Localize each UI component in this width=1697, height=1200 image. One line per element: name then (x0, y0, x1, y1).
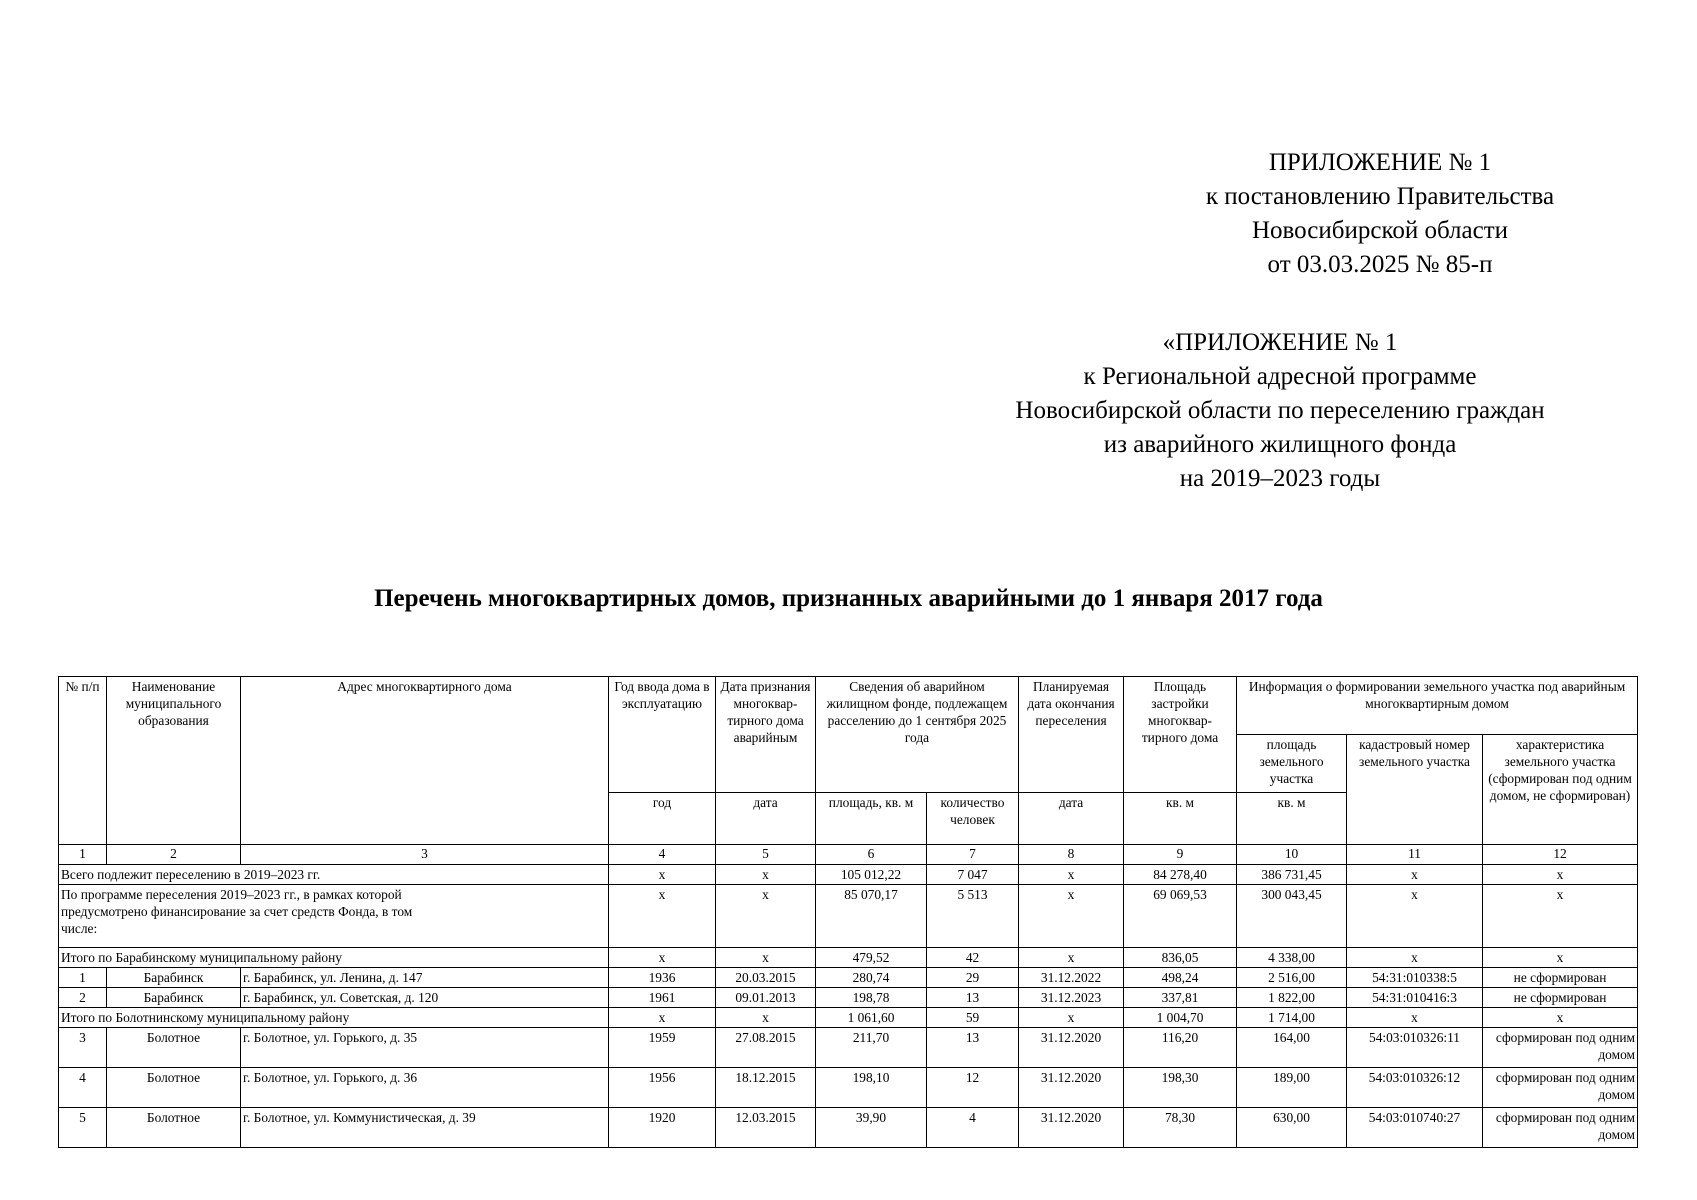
cell-cadastral: 54:03:010740:27 (1347, 1108, 1483, 1148)
cell-address: г. Барабинск, ул. Советская, д. 120 (241, 988, 609, 1008)
col-number: 12 (1483, 845, 1638, 865)
header-address: Адрес многоквартирного дома (241, 677, 609, 845)
table-row (59, 988, 1638, 1008)
cell-municipality: Барабинск (107, 988, 241, 1008)
cell-year: 1920 (609, 1108, 716, 1148)
annex-header-program (960, 326, 1600, 496)
cell-date: 09.01.2013 (716, 988, 816, 1008)
cell-building-area: 836,05 (1124, 948, 1237, 968)
cell-year: 1961 (609, 988, 716, 1008)
district-total-row (59, 1008, 1638, 1028)
cell-people: 29 (927, 968, 1019, 988)
cell-planned: 31.12.2022 (1019, 968, 1124, 988)
annex-program-line3: Новосибирской области по переселению граждан (1015, 397, 1545, 424)
unit-people: количество человек (927, 793, 1019, 845)
header-num: № п/п (59, 677, 107, 845)
col-number: 11 (1347, 845, 1483, 865)
annex-program-line4: из аварийного жилищного фонда (1103, 431, 1457, 458)
unit-planned: дата (1019, 793, 1124, 845)
cell-building-area: 78,30 (1124, 1108, 1237, 1148)
cell-people: 5 513 (927, 885, 1019, 948)
cell-people: 59 (927, 1008, 1019, 1028)
col-number: 7 (927, 845, 1019, 865)
header-date-recognized: Дата признания многоквар-тирного дома аварийным (716, 677, 816, 793)
header-fund-info: Сведения об аварийном жилищном фонде, подлежащем расселению до 1 сентября 2025 года (816, 677, 1019, 793)
cell-land-char: сформирован под одним домом (1483, 1068, 1638, 1108)
cell-area: 105 012,22 (816, 865, 927, 885)
cell-num: 2 (59, 988, 107, 1008)
cell-date: x (716, 948, 816, 968)
unit-land-area: кв. м (1237, 793, 1347, 845)
col-number: 9 (1124, 845, 1237, 865)
cell-land-char: x (1483, 1008, 1638, 1028)
annex-decree-line4: от 03.03.2025 № 85-п (1267, 251, 1493, 278)
cell-land-area: 164,00 (1237, 1028, 1347, 1068)
cell-planned: x (1019, 885, 1124, 948)
cell-planned: 31.12.2020 (1019, 1108, 1124, 1148)
cell-date: x (716, 865, 816, 885)
header-cadastral: кадастровый номер земельного участка (1347, 735, 1483, 845)
table-row (59, 1108, 1638, 1148)
header-planned-date: Планируемая дата окончания переселения (1019, 677, 1124, 793)
annex-decree-line1: ПРИЛОЖЕНИЕ № 1 (1268, 149, 1492, 176)
cell-date: 12.03.2015 (716, 1108, 816, 1148)
cell-cadastral: 54:31:010338:5 (1347, 968, 1483, 988)
cell-land-char: не сформирован (1483, 968, 1638, 988)
col-number: 4 (609, 845, 716, 865)
cell-planned: 31.12.2020 (1019, 1068, 1124, 1108)
cell-land-char: x (1483, 948, 1638, 968)
header-year: Год ввода дома в эксплуатацию (609, 677, 716, 793)
col-number: 6 (816, 845, 927, 865)
cell-area: 85 070,17 (816, 885, 927, 948)
cell-cadastral: x (1347, 948, 1483, 968)
cell-year: x (609, 865, 716, 885)
cell-cadastral: x (1347, 885, 1483, 948)
cell-area: 198,10 (816, 1068, 927, 1108)
cell-date: 27.08.2015 (716, 1028, 816, 1068)
annex-decree-line2: к постановлению Правительства (1205, 183, 1555, 210)
cell-planned: 31.12.2023 (1019, 988, 1124, 1008)
cell-num: 5 (59, 1108, 107, 1148)
cell-year: 1959 (609, 1028, 716, 1068)
cell-area: 211,70 (816, 1028, 927, 1068)
unit-area: площадь, кв. м (816, 793, 927, 845)
cell-cadastral: 54:03:010326:12 (1347, 1068, 1483, 1108)
unit-year: год (609, 793, 716, 845)
cell-building-area: 498,24 (1124, 968, 1237, 988)
header-municipality: Наименование муниципального образования (107, 677, 241, 845)
cell-address: г. Болотное, ул. Горького, д. 35 (241, 1028, 609, 1068)
annex-header-decree (1150, 146, 1610, 282)
header-land-info: Информация о формировании земельного участка под аварийным многоквартирным домом (1237, 677, 1638, 735)
cell-area: 479,52 (816, 948, 927, 968)
cell-year: x (609, 1008, 716, 1028)
cell-land-char: сформирован под одним домом (1483, 1028, 1638, 1068)
cell-area: 198,78 (816, 988, 927, 1008)
cell-address: г. Болотное, ул. Горького, д. 36 (241, 1068, 609, 1108)
district-label: Итого по Болотнинскому муниципальному району (59, 1008, 609, 1028)
cell-land-area: 630,00 (1237, 1108, 1347, 1148)
cell-land-char: не сформирован (1483, 988, 1638, 1008)
cell-land-char: сформирован под одним домом (1483, 1108, 1638, 1148)
cell-area: 1 061,60 (816, 1008, 927, 1028)
cell-land-area: 189,00 (1237, 1068, 1347, 1108)
cell-building-area: 198,30 (1124, 1068, 1237, 1108)
annex-program-line1: «ПРИЛОЖЕНИЕ № 1 (1162, 329, 1398, 356)
cell-building-area: 337,81 (1124, 988, 1237, 1008)
annex-decree-line3: Новосибирской области (1251, 217, 1509, 244)
header-row (59, 677, 1638, 735)
cell-cadastral: x (1347, 865, 1483, 885)
cell-building-area: 1 004,70 (1124, 1008, 1237, 1028)
cell-land-area: 386 731,45 (1237, 865, 1347, 885)
cell-planned: 31.12.2020 (1019, 1028, 1124, 1068)
table-row (59, 1068, 1638, 1108)
cell-num: 3 (59, 1028, 107, 1068)
cell-date: x (716, 885, 816, 948)
cell-building-area: 116,20 (1124, 1028, 1237, 1068)
cell-land-area: 300 043,45 (1237, 885, 1347, 948)
cell-address: г. Болотное, ул. Коммунистическая, д. 39 (241, 1108, 609, 1148)
summary-row-total (59, 865, 1638, 885)
column-numbers-row (59, 845, 1638, 865)
cell-year: x (609, 885, 716, 948)
col-number: 1 (59, 845, 107, 865)
annex-program-line2: к Региональной адресной программе (1083, 363, 1477, 390)
col-number: 10 (1237, 845, 1347, 865)
cell-land-area: 1 822,00 (1237, 988, 1347, 1008)
cell-people: 4 (927, 1108, 1019, 1148)
cell-municipality: Болотное (107, 1068, 241, 1108)
cell-land-char: x (1483, 865, 1638, 885)
summary-label: Всего подлежит переселению в 2019–2023 гг. (59, 865, 609, 885)
summary-row-fund (59, 885, 1638, 948)
header-land-area: площадь земельного участка (1237, 735, 1347, 793)
col-number: 8 (1019, 845, 1124, 865)
col-number: 5 (716, 845, 816, 865)
cell-people: 13 (927, 1028, 1019, 1068)
cell-land-char: x (1483, 885, 1638, 948)
housing-table (58, 676, 1638, 1148)
cell-year: 1936 (609, 968, 716, 988)
cell-num: 1 (59, 968, 107, 988)
cell-building-area: 84 278,40 (1124, 865, 1237, 885)
cell-date: x (716, 1008, 816, 1028)
cell-cadastral: 54:31:010416:3 (1347, 988, 1483, 1008)
header-land-char: характеристика земельного участка (сформирован под одним домом, не сформирован) (1483, 735, 1638, 845)
document-title: Перечень многоквартирных домов, признанных аварийными до 1 января 2017 года (374, 585, 1323, 612)
cell-municipality: Болотное (107, 1108, 241, 1148)
cell-land-area: 4 338,00 (1237, 948, 1347, 968)
cell-land-area: 1 714,00 (1237, 1008, 1347, 1028)
cell-year: x (609, 948, 716, 968)
col-number: 2 (107, 845, 241, 865)
cell-municipality: Болотное (107, 1028, 241, 1068)
col-number: 3 (241, 845, 609, 865)
table-row (59, 968, 1638, 988)
cell-date: 20.03.2015 (716, 968, 816, 988)
cell-date: 18.12.2015 (716, 1068, 816, 1108)
cell-area: 280,74 (816, 968, 927, 988)
table-row (59, 1028, 1638, 1068)
cell-people: 12 (927, 1068, 1019, 1108)
cell-address: г. Барабинск, ул. Ленина, д. 147 (241, 968, 609, 988)
cell-num: 4 (59, 1068, 107, 1108)
cell-cadastral: 54:03:010326:11 (1347, 1028, 1483, 1068)
cell-area: 39,90 (816, 1108, 927, 1148)
cell-people: 13 (927, 988, 1019, 1008)
district-label: Итого по Барабинскому муниципальному району (59, 948, 609, 968)
annex-program-line5: на 2019–2023 годы (1179, 465, 1381, 492)
cell-building-area: 69 069,53 (1124, 885, 1237, 948)
cell-people: 42 (927, 948, 1019, 968)
cell-planned: x (1019, 865, 1124, 885)
header-building-area: Площадь застройки многоквар-тирного дома (1124, 677, 1237, 793)
cell-year: 1956 (609, 1068, 716, 1108)
unit-building-area: кв. м (1124, 793, 1237, 845)
district-total-row (59, 948, 1638, 968)
cell-land-area: 2 516,00 (1237, 968, 1347, 988)
cell-planned: x (1019, 948, 1124, 968)
unit-date: дата (716, 793, 816, 845)
cell-planned: x (1019, 1008, 1124, 1028)
cell-cadastral: x (1347, 1008, 1483, 1028)
cell-municipality: Барабинск (107, 968, 241, 988)
cell-people: 7 047 (927, 865, 1019, 885)
summary-label: По программе переселения 2019–2023 гг., в рамках которой предусмотрено финансирование за счет средств Фонда, в том числе: (59, 885, 609, 948)
